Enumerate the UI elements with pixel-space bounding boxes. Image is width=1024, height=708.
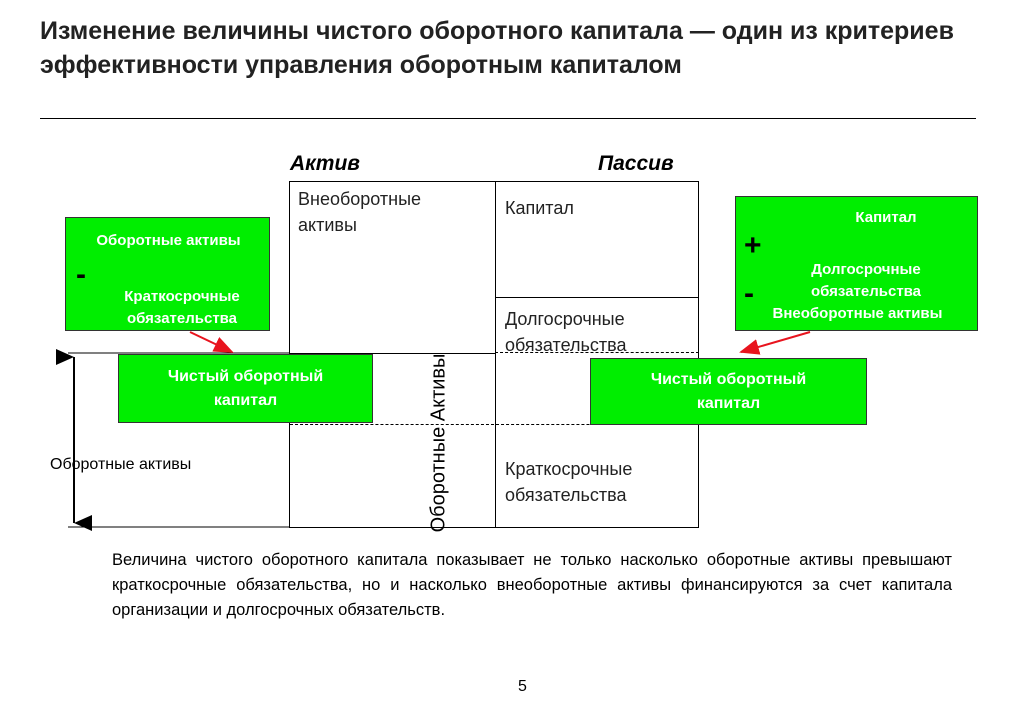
- right-red-arrow: [741, 332, 810, 352]
- formula-current-assets: Оборотные активы: [96, 232, 241, 249]
- slide-title: Изменение величины чистого оборотного капитала — один из критериев эффективности управления оборотным капиталом: [40, 17, 954, 79]
- capital-label: Капитал: [505, 198, 574, 218]
- current-assets-side-label: Оборотные активы: [50, 456, 192, 473]
- liabilities-header: Пассив: [598, 152, 674, 175]
- left-red-arrow: [190, 332, 232, 352]
- plus-sign: +: [744, 229, 762, 262]
- page-number: 5: [518, 678, 527, 695]
- nwc-label-left: Чистый оборотный капитал: [167, 367, 324, 409]
- formula-shortterm-liabilities: Краткосрочные обязательства: [124, 288, 240, 327]
- nwc-label-right: Чистый оборотный капитал: [650, 370, 807, 412]
- longterm-liabilities-label: Долгосрочные обязательства: [505, 309, 627, 355]
- assets-header: Актив: [290, 152, 360, 175]
- formula-longterm-liabilities: Долгосрочные обязательства: [810, 261, 922, 300]
- current-assets-vertical-label: Оборотные Активы: [427, 353, 450, 533]
- formula-capital: Капитал: [855, 209, 917, 226]
- footer-explanation: Величина чистого оборотного капитала показывает не только насколько оборотные активы превышают краткосрочные обязательства, но и насколько внеоборотные активы финансируются за счет капитала организации и долгосрочных обязательств.: [112, 551, 952, 619]
- noncurrent-assets-label: Внеоборотные активы: [298, 189, 422, 235]
- minus-sign: -: [76, 258, 86, 291]
- shortterm-liabilities-label: Краткосрочные обязательства: [505, 459, 633, 505]
- formula-noncurrent-assets: Внеоборотные активы: [772, 305, 943, 322]
- minus-sign-right: -: [744, 277, 754, 310]
